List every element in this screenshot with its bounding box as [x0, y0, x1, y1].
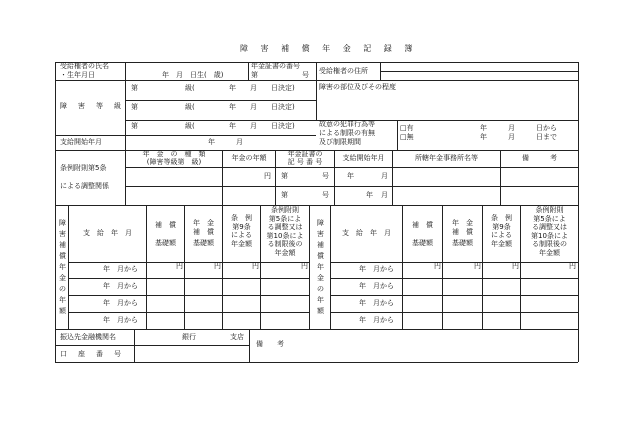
injury-part-label: 障害の部位及びその程度: [319, 83, 396, 91]
yen-unit: 円: [569, 262, 576, 270]
row-from[interactable]: 年 月から: [103, 316, 138, 324]
crime-to[interactable]: 年 月 日まで: [480, 133, 557, 141]
pension-base-header: 年 金: [452, 219, 473, 227]
yen-unit: 円: [176, 262, 183, 270]
adjusted-header: 条例附則 第5条によ る調整又は 第10条によ る制限後の 年金額: [266, 206, 304, 257]
crime-label: 故意の犯罪行為等: [319, 120, 375, 128]
row-from[interactable]: 年 月から: [359, 282, 394, 290]
bank-remarks-label: 備 考: [256, 340, 284, 348]
art9-header: 条 例 第9条 による 年金額: [231, 214, 252, 248]
grade-row-kyuu: 級(: [185, 84, 195, 92]
crime-label: による制限の有無: [319, 129, 375, 137]
grade-row-dai: 第: [131, 122, 138, 130]
office-header: 所轄年金事務所名等: [415, 154, 478, 162]
branch-field[interactable]: 支店: [230, 333, 244, 341]
base-header: 補 償: [155, 221, 176, 229]
yen-unit: 円: [214, 262, 221, 270]
pension-type-grade: (障害等級第 級): [146, 158, 202, 166]
cert-number-header: 記 号 番 号: [287, 158, 323, 166]
art9-header: 条 例 第9条 による 年金額: [491, 214, 512, 248]
year-unit: 年: [366, 191, 373, 199]
grade-row-date[interactable]: 年 月 日決定): [229, 84, 295, 92]
row-from[interactable]: 年 月から: [103, 299, 138, 307]
pension-base-header: 補 償: [452, 228, 473, 236]
yen-unit: 円: [301, 262, 308, 270]
grade-row-date[interactable]: 年 月 日決定): [229, 122, 295, 130]
annual-amount-header: 年金の年額: [231, 154, 267, 162]
article5-label: 条例附則第5条: [60, 164, 107, 172]
pension-base-header: 基礎額: [193, 239, 214, 247]
row-from[interactable]: 年 月から: [359, 299, 394, 307]
adjusted-header: 条例附則 第5条によ る調整又は 第10条によ る制限後の 年金額: [531, 206, 568, 257]
yen-unit: 円: [474, 262, 481, 270]
grade-row-kyuu: 級(: [185, 122, 195, 130]
bank-label: 振込先金融機関名: [60, 333, 116, 341]
row-from[interactable]: 年 月から: [359, 265, 394, 273]
start-label: 支給開始年月: [60, 138, 102, 146]
annual-side-label: 障害補償年金の年額: [317, 219, 324, 315]
crime-yes-checkbox[interactable]: □有: [400, 124, 414, 132]
crime-from[interactable]: 年 月 日から: [480, 124, 557, 132]
row-from[interactable]: 年 月から: [103, 265, 138, 273]
base-header: 基礎額: [155, 239, 176, 247]
row-from[interactable]: 年 月から: [359, 316, 394, 324]
period-header: 支 給 年 月: [342, 229, 391, 237]
annual-side-label: 障害補償年金の年額: [59, 219, 66, 315]
name-label: 受給権者の氏名: [60, 62, 109, 70]
month-unit: 月: [381, 191, 388, 199]
base-header: 補 償: [412, 221, 433, 229]
account-label: 口 座 番 号: [60, 350, 123, 358]
pension-base-header: 年 金: [193, 219, 214, 227]
cert-dai: 第: [251, 71, 258, 79]
address-field[interactable]: [382, 63, 577, 71]
bank-name-field[interactable]: 銀行: [182, 333, 196, 341]
go-unit: 号: [322, 172, 329, 180]
article5-label: による調整関係: [60, 182, 109, 190]
row-from[interactable]: 年 月から: [103, 282, 138, 290]
crime-label: 及び制限期間: [319, 138, 361, 146]
dai-unit: 第: [281, 191, 288, 199]
crime-no-checkbox[interactable]: □無: [400, 133, 414, 141]
birth-label: ・生年月日: [60, 71, 95, 79]
month-unit: 月: [381, 172, 388, 180]
cert-number-label: 年金証書の番号: [251, 62, 300, 70]
pension-type-header: 年 金 の 種 類: [142, 150, 206, 158]
address-label: 受給権者の住所: [319, 67, 368, 75]
dai-unit: 第: [281, 172, 288, 180]
pension-base-header: 補 償: [193, 228, 214, 236]
yen-unit: 円: [434, 262, 441, 270]
form-title: 障 害 補 償 年 金 記 録 簿: [240, 44, 418, 53]
grade-row-dai: 第: [131, 84, 138, 92]
grade-label: 障 害 等 級: [60, 102, 123, 110]
cert-go: 号: [302, 71, 309, 79]
go-unit: 号: [322, 191, 329, 199]
start-header: 支給開始年月: [342, 154, 385, 162]
grade-row-kyuu: 級(: [185, 103, 195, 111]
grade-row-dai: 第: [131, 103, 138, 111]
grade-row-date[interactable]: 年 月 日決定): [229, 103, 295, 111]
start-value[interactable]: 年 月: [208, 138, 243, 146]
birth-date-field[interactable]: 年 月 日生( 歳): [162, 71, 224, 79]
yen-unit: 円: [264, 172, 271, 180]
yen-unit: 円: [252, 262, 259, 270]
year-unit: 年: [347, 172, 354, 180]
base-header: 基礎額: [412, 239, 433, 247]
cert-number-header: 年金証書の: [287, 150, 323, 158]
yen-unit: 円: [512, 262, 519, 270]
pension-base-header: 基礎額: [452, 239, 473, 247]
period-header: 支 給 年 月: [83, 229, 132, 237]
remarks-header: 備 考: [522, 154, 557, 162]
